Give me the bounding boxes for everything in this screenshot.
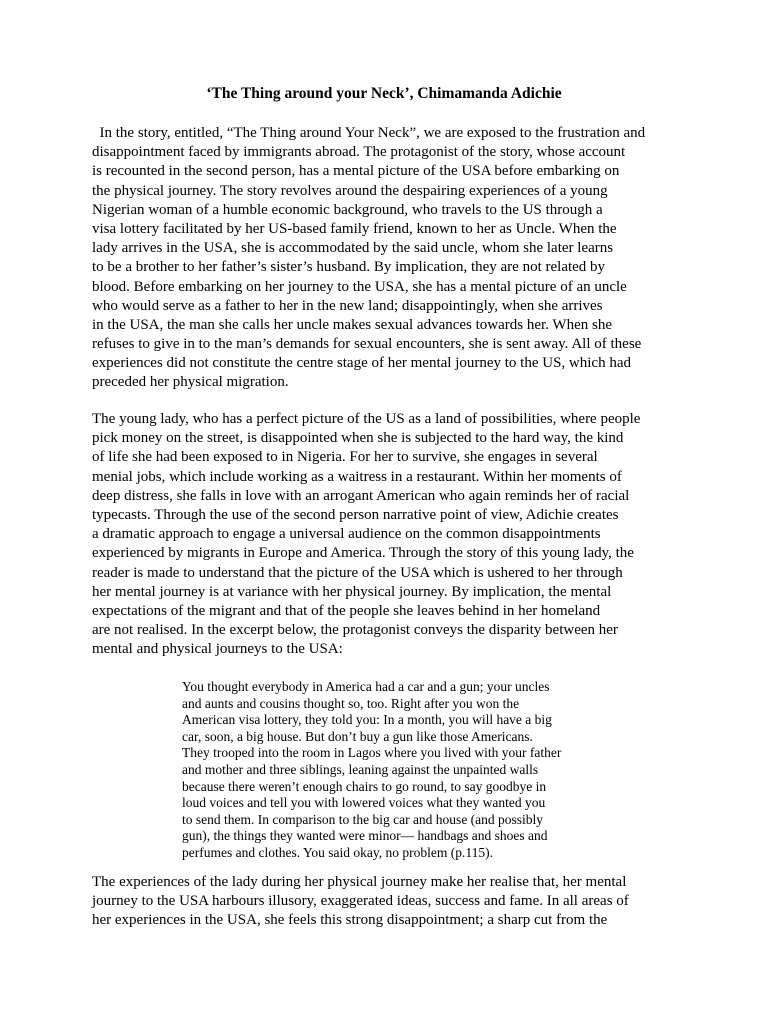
- paragraph-2: [92, 410, 640, 659]
- paragraph-line: menial jobs, which include working as a waitress in a restaurant. Within her moments of: [92, 468, 622, 485]
- paragraph-line: journey to the USA harbours illusory, exaggerated ideas, success and fame. In all areas of: [92, 893, 629, 910]
- paragraph-line: blood. Before embarking on her journey to the USA, she has a mental picture of an uncle: [92, 278, 627, 295]
- block-quote: [182, 679, 561, 862]
- paragraph-line: deep distress, she falls in love with an arrogant American who again reminds her of racial: [92, 487, 630, 504]
- quote-line: because there weren’t enough chairs to go round, to say goodbye in: [182, 778, 547, 794]
- paragraph-line: is recounted in the second person, has a mental picture of the USA before embarking on: [92, 163, 620, 180]
- paragraph-line: In the story, entitled, “The Thing around Your Neck”, we are exposed to the frustration and: [92, 125, 646, 141]
- paragraph-line: Nigerian woman of a humble economic background, who travels to the US through a: [92, 201, 603, 218]
- paragraph-line: mental and physical journeys to the USA:: [92, 641, 343, 658]
- paragraph-line: a dramatic approach to engage a universal audience on the common disappointments: [92, 526, 601, 543]
- paragraph-line: to be a brother to her father’s sister’s husband. By implication, they are not related by: [92, 259, 606, 276]
- quote-line: perfumes and clothes. You said okay, no problem (p.115).: [182, 844, 493, 860]
- paragraph-line: the physical journey. The story revolves around the despairing experiences of a young: [92, 182, 608, 199]
- quote-line: You thought everybody in America had a car and a gun; your uncles: [182, 679, 550, 694]
- paragraph-line: who would serve as a father to her in the new land; disappointingly, when she arrives: [92, 297, 603, 314]
- paragraph-line: are not realised. In the excerpt below, the protagonist conveys the disparity between her: [92, 622, 618, 639]
- quote-line: loud voices and tell you with lowered voices what they wanted you: [182, 795, 546, 811]
- quote-line: car, soon, a big house. But don’t buy a gun like those Americans.: [182, 728, 533, 744]
- paragraph-line: reader is made to understand that the picture of the USA which is ushered to her through: [92, 564, 623, 581]
- quote-line: gun), the things they wanted were minor— handbags and shoes and: [182, 828, 548, 844]
- paragraph-line: refuses to give in to the man’s demands for sexual encounters, she is sent away. All of these: [92, 336, 642, 353]
- paragraph-line: The experiences of the lady during her physical journey make her realise that, her mental: [92, 874, 627, 890]
- paragraph-line: typecasts. Through the use of the second person narrative point of view, Adichie creates: [92, 506, 619, 523]
- paragraph-line: in the USA, the man she calls her uncle makes sexual advances towards her. When she: [92, 316, 612, 333]
- paragraph-line: visa lottery facilitated by her US-based family friend, known to her as Uncle. When the: [92, 220, 617, 237]
- paragraph-line: her experiences in the USA, she feels this strong disappointment; a sharp cut from the: [92, 912, 608, 929]
- paragraph-line: experiences did not constitute the centre stage of her mental journey to the US, which had: [92, 355, 631, 372]
- paragraph-1: [92, 124, 645, 393]
- paragraph-line: The young lady, who has a perfect picture of the US as a land of possibilities, where people: [92, 411, 641, 427]
- paragraph-line: expectations of the migrant and that of the people she leaves behind in her homeland: [92, 602, 601, 619]
- quote-line: They trooped into the room in Lagos where you lived with your father: [182, 745, 562, 761]
- quote-line: and aunts and cousins thought so, too. Right after you won the: [182, 695, 520, 711]
- paragraph-3: [92, 873, 629, 931]
- paragraph-line: preceded her physical migration.: [92, 374, 289, 391]
- quote-line: and mother and three siblings, leaning against the unpainted walls: [182, 761, 539, 777]
- paragraph-line: pick money on the street, is disappointed when she is subjected to the hard way, the kind: [92, 430, 624, 447]
- paragraph-line: disappointment faced by immigrants abroad. The protagonist of the story, whose account: [92, 144, 626, 161]
- paragraph-line: lady arrives in the USA, she is accommodated by the said uncle, whom she later learns: [92, 240, 614, 257]
- quote-line: to send them. In comparison to the big car and house (and possibly: [182, 811, 544, 827]
- paragraph-line: her mental journey is at variance with her physical journey. By implication, the mental: [92, 583, 612, 600]
- document-title: ‘The Thing around your Neck’, Chimamanda Adichie: [206, 85, 562, 102]
- quote-line: American visa lottery, they told you: In a month, you will have a big: [182, 712, 552, 728]
- paragraph-line: of life she had been exposed to in Nigeria. For her to survive, she engages in several: [92, 449, 598, 466]
- paragraph-line: experienced by migrants in Europe and America. Through the story of this young lady, the: [92, 545, 634, 562]
